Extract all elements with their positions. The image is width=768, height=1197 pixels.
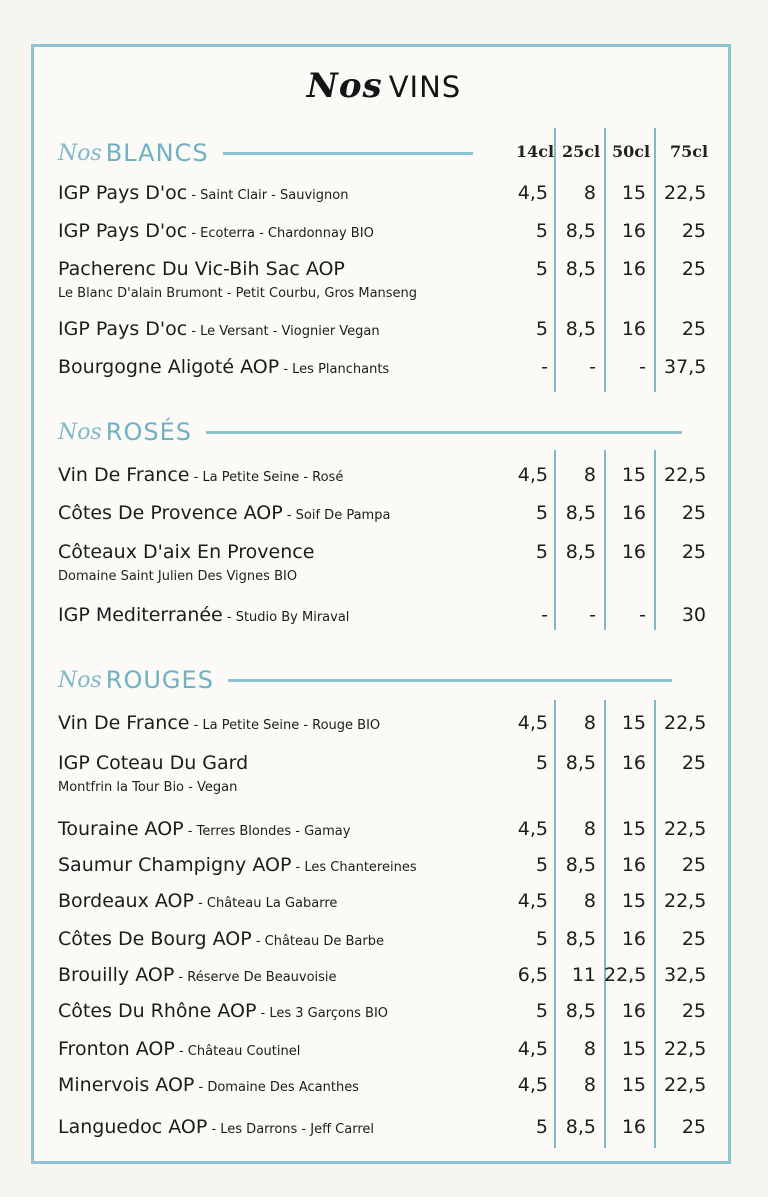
wine-name: Bordeaux AOP — [58, 890, 194, 912]
wine-detail: - Domaine Des Acanthes — [194, 1080, 359, 1095]
price-14cl: 5 — [535, 1116, 548, 1138]
wine-detail: - Saint Clair - Sauvignon — [187, 188, 349, 203]
wine-row — [0, 502, 768, 536]
wine-row — [0, 1116, 768, 1150]
price-50cl: 15 — [621, 1038, 646, 1060]
price-25cl: - — [589, 604, 596, 626]
price-75cl: 25 — [681, 502, 706, 524]
price-14cl: 5 — [535, 854, 548, 876]
price-25cl: 8 — [583, 464, 596, 486]
price-75cl: 25 — [681, 1116, 706, 1138]
price-14cl: 5 — [535, 752, 548, 774]
price-50cl: 16 — [621, 1000, 646, 1022]
wine-row — [0, 541, 768, 584]
price-25cl: 8,5 — [565, 1116, 596, 1138]
price-25cl: 8 — [583, 182, 596, 204]
price-75cl: 25 — [681, 258, 706, 280]
wine-detail: - Studio By Miraval — [222, 610, 350, 625]
section-rule — [223, 152, 473, 155]
price-50cl: 15 — [621, 890, 646, 912]
price-14cl: - — [541, 356, 548, 378]
wine-detail: - Les 3 Garçons BIO — [256, 1006, 389, 1021]
wine-name: Saumur Champigny AOP — [58, 854, 292, 876]
section-script: Nos — [58, 419, 102, 445]
price-14cl: 5 — [535, 928, 548, 950]
wine-name: Brouilly AOP — [58, 964, 175, 986]
price-14cl: 5 — [535, 1000, 548, 1022]
wine-row — [0, 890, 768, 924]
wine-row — [0, 356, 768, 390]
price-75cl: 25 — [681, 220, 706, 242]
price-50cl: 15 — [621, 712, 646, 734]
wine-row — [0, 854, 768, 888]
price-50cl: 15 — [621, 464, 646, 486]
wine-row — [0, 964, 768, 998]
wine-name: Vin De France — [58, 464, 190, 486]
price-50cl: 16 — [621, 928, 646, 950]
price-25cl: 11 — [571, 964, 596, 986]
price-75cl: 22,5 — [664, 1038, 707, 1060]
wine-row — [0, 182, 768, 216]
price-75cl: 22,5 — [664, 818, 707, 840]
section-script: Nos — [58, 667, 102, 693]
wine-detail: - Château De Barbe — [251, 934, 384, 949]
price-25cl: 8 — [583, 712, 596, 734]
section-header-rouges — [58, 666, 672, 694]
price-50cl: 16 — [621, 1116, 646, 1138]
wine-row — [0, 258, 768, 301]
price-50cl: 16 — [621, 502, 646, 524]
wine-row — [0, 318, 768, 352]
price-25cl: 8,5 — [565, 258, 596, 280]
section-title: ROSÉS — [105, 418, 192, 446]
price-50cl: 16 — [621, 220, 646, 242]
price-14cl: 4,5 — [517, 182, 548, 204]
title-word: VINS — [388, 70, 462, 104]
price-14cl: 4,5 — [517, 712, 548, 734]
column-header-50cl: 50cl — [611, 142, 651, 161]
price-75cl: 25 — [681, 1000, 706, 1022]
price-14cl: 4,5 — [517, 1038, 548, 1060]
column-header-14cl: 14cl — [515, 142, 555, 161]
wine-subtitle: Domaine Saint Julien Des Vignes BIO — [58, 569, 298, 584]
price-50cl: 15 — [621, 182, 646, 204]
wine-detail: - Terres Blondes - Gamay — [183, 824, 351, 839]
section-title: ROUGES — [105, 666, 214, 694]
price-25cl: 8 — [583, 890, 596, 912]
wine-name: Côtes De Bourg AOP — [58, 928, 252, 950]
wine-name: Côtes Du Rhône AOP — [58, 1000, 257, 1022]
wine-detail: - Château La Gabarre — [193, 896, 338, 911]
wine-name: Minervois AOP — [58, 1074, 195, 1096]
wine-name: Vin De France — [58, 712, 190, 734]
price-75cl: 37,5 — [664, 356, 707, 378]
wine-name: IGP Pays D'oc — [58, 220, 188, 242]
section-title: BLANCS — [105, 139, 209, 167]
price-25cl: 8,5 — [565, 752, 596, 774]
price-14cl: - — [541, 604, 548, 626]
price-25cl: 8,5 — [565, 928, 596, 950]
price-14cl: 5 — [535, 318, 548, 340]
price-14cl: 5 — [535, 541, 548, 563]
section-header-roses — [58, 418, 682, 446]
wine-detail: - La Petite Seine - Rosé — [189, 470, 344, 485]
price-50cl: 16 — [621, 541, 646, 563]
price-14cl: 5 — [535, 258, 548, 280]
price-50cl: 15 — [621, 1074, 646, 1096]
price-50cl: 22,5 — [604, 964, 647, 986]
wine-row — [0, 818, 768, 852]
wine-row — [0, 220, 768, 254]
price-50cl: - — [639, 356, 646, 378]
price-50cl: 16 — [621, 318, 646, 340]
wine-detail: - La Petite Seine - Rouge BIO — [189, 718, 381, 733]
price-75cl: 22,5 — [664, 464, 707, 486]
wine-name: Côteaux D'aix En Provence — [58, 541, 315, 563]
wine-detail: - Les Planchants — [279, 362, 390, 377]
price-14cl: 4,5 — [517, 890, 548, 912]
wine-name: IGP Pays D'oc — [58, 318, 188, 340]
price-75cl: 32,5 — [664, 964, 707, 986]
price-25cl: - — [589, 356, 596, 378]
wine-name: Touraine AOP — [58, 818, 184, 840]
price-14cl: 6,5 — [517, 964, 548, 986]
price-25cl: 8,5 — [565, 318, 596, 340]
wine-name: IGP Pays D'oc — [58, 182, 188, 204]
wine-row — [0, 1038, 768, 1072]
wine-row — [0, 1000, 768, 1034]
price-14cl: 4,5 — [517, 1074, 548, 1096]
price-75cl: 25 — [681, 752, 706, 774]
wine-row — [0, 752, 768, 795]
price-25cl: 8,5 — [565, 854, 596, 876]
wine-name: Bourgogne Aligoté AOP — [58, 356, 280, 378]
price-14cl: 5 — [535, 502, 548, 524]
wine-row — [0, 928, 768, 962]
wine-row — [0, 604, 768, 638]
price-25cl: 8,5 — [565, 220, 596, 242]
price-25cl: 8 — [583, 818, 596, 840]
wine-name: Côtes De Provence AOP — [58, 502, 283, 524]
price-50cl: - — [639, 604, 646, 626]
price-50cl: 16 — [621, 752, 646, 774]
column-header-75cl: 75cl — [669, 142, 709, 161]
price-25cl: 8 — [583, 1074, 596, 1096]
price-50cl: 16 — [621, 258, 646, 280]
wine-name: Fronton AOP — [58, 1038, 175, 1060]
price-75cl: 22,5 — [664, 182, 707, 204]
price-50cl: 16 — [621, 854, 646, 876]
wine-detail: - Château Coutinel — [174, 1044, 301, 1059]
price-25cl: 8 — [583, 1038, 596, 1060]
price-75cl: 22,5 — [664, 712, 707, 734]
price-75cl: 22,5 — [664, 890, 707, 912]
wine-subtitle: Montfrin la Tour Bio - Vegan — [58, 780, 238, 795]
wine-detail: - Le Versant - Viognier Vegan — [187, 324, 380, 339]
price-14cl: 5 — [535, 220, 548, 242]
price-75cl: 25 — [681, 541, 706, 563]
price-75cl: 25 — [681, 928, 706, 950]
wine-detail: - Soif De Pampa — [282, 508, 391, 523]
section-rule — [206, 431, 682, 434]
wine-subtitle: Le Blanc D'alain Brumont - Petit Courbu, Gros Manseng — [58, 286, 418, 301]
wine-detail: - Réserve De Beauvoisie — [174, 970, 337, 985]
price-25cl: 8,5 — [565, 541, 596, 563]
wine-row — [0, 1074, 768, 1108]
wine-row — [0, 712, 768, 746]
column-header-25cl: 25cl — [561, 142, 601, 161]
title-script: Nos — [306, 66, 383, 106]
price-75cl: 25 — [681, 854, 706, 876]
price-75cl: 22,5 — [664, 1074, 707, 1096]
price-25cl: 8,5 — [565, 502, 596, 524]
wine-detail: - Les Darrons - Jeff Carrel — [207, 1122, 375, 1137]
wine-name: Languedoc AOP — [58, 1116, 208, 1138]
price-25cl: 8,5 — [565, 1000, 596, 1022]
wine-detail: - Ecoterra - Chardonnay BIO — [187, 226, 374, 241]
section-script: Nos — [58, 140, 102, 166]
section-header-blancs — [58, 139, 473, 167]
section-rule — [228, 679, 672, 682]
page-title — [0, 66, 768, 106]
price-75cl: 30 — [681, 604, 706, 626]
wine-name: IGP Coteau Du Gard — [58, 752, 249, 774]
wine-name: IGP Mediterranée — [58, 604, 223, 626]
wine-name: Pacherenc Du Vic-Bih Sac AOP — [58, 258, 345, 280]
price-14cl: 4,5 — [517, 464, 548, 486]
wine-row — [0, 464, 768, 498]
price-14cl: 4,5 — [517, 818, 548, 840]
wine-detail: - Les Chantereines — [291, 860, 417, 875]
price-75cl: 25 — [681, 318, 706, 340]
price-50cl: 15 — [621, 818, 646, 840]
